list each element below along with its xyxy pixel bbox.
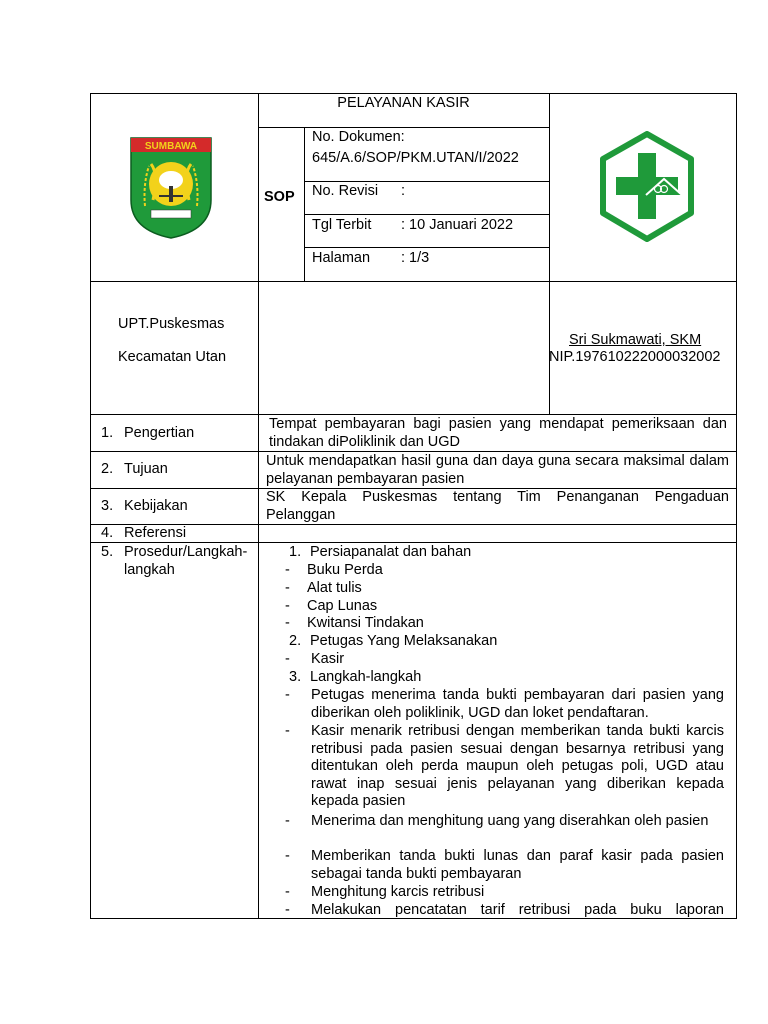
staff-item: Kasir — [311, 651, 345, 667]
dash-marker: - — [285, 615, 290, 631]
tujuan-number: 2. — [101, 461, 114, 477]
referensi-number: 4. — [101, 525, 114, 541]
tgl-terbit-value: : 10 Januari 2022 — [401, 217, 514, 233]
dash-marker: - — [285, 598, 290, 614]
prosedur-heading-1: Persiapanalat dan bahan — [310, 544, 472, 560]
dash-marker: - — [285, 723, 290, 739]
dash-marker: - — [285, 580, 290, 596]
dash-marker: - — [285, 651, 290, 667]
title-bottom-line — [258, 127, 549, 128]
sumbawa-crest-logo — [129, 134, 213, 240]
pengertian-number: 1. — [101, 425, 114, 441]
terbit-bottom-line — [304, 247, 549, 248]
dash-marker: - — [285, 884, 290, 900]
row3-bottom-line — [90, 524, 737, 525]
step-item: Menerima dan menghitung uang yang diserahkan oleh pasien — [311, 813, 709, 829]
kebijakan-label: Kebijakan — [124, 498, 188, 514]
pengertian-text: Tempat pembayaran bagi pasien yang mendapat pemeriksaan dan tindakan diPoliklinik dan UGD — [269, 416, 727, 450]
no-revisi-label: No. Revisi — [312, 183, 379, 199]
document-title: PELAYANAN KASIR — [337, 95, 470, 111]
row1-bottom-line — [90, 451, 737, 452]
pengertian-label: Pengertian — [124, 425, 195, 441]
no-dokumen-label: No. Dokumen: — [312, 129, 405, 145]
unit-name-line2: Kecamatan Utan — [118, 349, 227, 365]
kebijakan-number: 3. — [101, 498, 114, 514]
prosedur-heading-3-number: 3. — [289, 669, 302, 685]
dash-marker: - — [285, 687, 290, 703]
dokumen-bottom-line — [304, 181, 549, 182]
step-item: Melakukan pencatatan tarif retribusi pada buku laporan — [311, 902, 724, 918]
halaman-value: : 1/3 — [401, 250, 430, 266]
tujuan-text: Untuk mendapatkan hasil guna dan daya guna secara maksimal dalam pelayanan pembayaran pasien — [266, 453, 729, 487]
kebijakan-text: SK Kepala Puskesmas tentang Tim Penanganan Pengaduan Pelanggan — [266, 489, 729, 523]
header-bottom-line — [90, 281, 737, 282]
tujuan-label: Tujuan — [124, 461, 168, 477]
tool-item: Alat tulis — [307, 580, 362, 596]
row4-bottom-line — [90, 542, 737, 543]
no-dokumen-value: 645/A.6/SOP/PKM.UTAN/I/2022 — [312, 150, 519, 166]
dash-marker: - — [285, 902, 290, 918]
tool-item: Buku Perda — [307, 562, 383, 578]
prosedur-number: 5. — [101, 544, 114, 560]
dash-marker: - — [285, 562, 290, 578]
left-column-divider — [258, 93, 259, 919]
step-item: Memberikan tanda bukti lunas dan paraf kasir pada pasien sebagai tanda bukti pembayaran — [311, 848, 724, 882]
dash-marker: - — [285, 813, 290, 829]
no-revisi-colon: : — [401, 183, 406, 199]
sop-cell-divider — [304, 127, 305, 281]
tool-item: Kwitansi Tindakan — [307, 615, 424, 631]
step-item: Menghitung karcis retribusi — [311, 884, 485, 900]
referensi-label: Referensi — [124, 525, 187, 541]
tool-item: Cap Lunas — [307, 598, 378, 614]
step-item: Kasir menarik retribusi dengan memberikan tanda bukti karcis retribusi pada pasien sesuai dengan besarnya retribusi yang ditentukan oleh perda maupun oleh petugas poli, UGD atau rawat inap sesuai jenis pelayanan yang diberikan kepada kepada pasien — [311, 723, 724, 809]
prosedur-heading-3: Langkah-langkah — [310, 669, 422, 685]
sop-label: SOP — [264, 189, 295, 205]
prosedur-heading-2-number: 2. — [289, 633, 302, 649]
dash-marker: - — [285, 848, 290, 864]
tgl-terbit-label: Tgl Terbit — [312, 217, 372, 233]
crest-banner-text: SUMBAWA — [144, 141, 198, 152]
revisi-bottom-line — [304, 214, 549, 215]
step-item: Petugas menerima tanda bukti pembayaran dari pasien yang diberikan oleh poliklinik, UGD dan loket pendaftaran. — [311, 687, 724, 721]
halaman-label: Halaman — [312, 250, 371, 266]
prosedur-label-line2: langkah — [124, 562, 175, 578]
prosedur-heading-1-number: 1. — [289, 544, 302, 560]
signer-nip: NIP.197610222000032002 — [549, 349, 721, 365]
unit-name-line1: UPT.Puskesmas — [118, 316, 225, 332]
prosedur-heading-2: Petugas Yang Melaksanakan — [310, 633, 498, 649]
prosedur-label-line1: Prosedur/Langkah- — [124, 544, 248, 560]
signer-name: Sri Sukmawati, SKM — [569, 332, 702, 348]
puskesmas-logo — [598, 131, 696, 243]
identity-bottom-line — [90, 414, 737, 415]
